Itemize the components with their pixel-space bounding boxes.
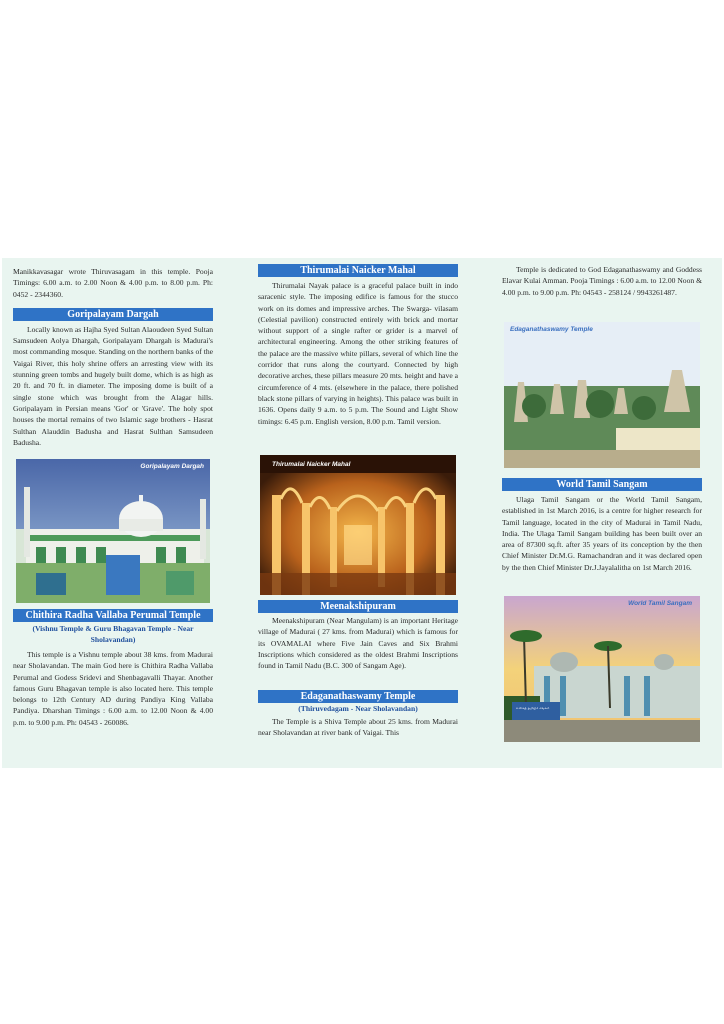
edaganathaswamy-subheading: (Thiruvedagam - Near Sholavandan) [298,704,418,713]
sangam-photo-caption: World Tamil Sangam [628,600,692,607]
goripalayam-body: Locally known as Hajha Syed Sultan Alaoudeen Syed Sultan Samsudeen Aolya Dhargah, Goripalayam Dhargah is Madurai's most commanding mosque. Standing on the northern banks of the Vaigai River, this holy shrine offers an arresting view with its stunning green tombs and hugely built dome, which is as high as 20 ft. and 70 ft. in diameter. The imposing dome is built of a single stone which was brought from the Alagar hills. Goripalayam in Persian means 'Gor' or 'Grave'. The holy spot houses the mortal remains of two Islamic sage brothers - Hasrat Sulthan Alauddin Badusha and Hasrat Sulthan Samsudeen Badusha. [13,324,213,447]
chithira-subheading: (Vishnu Temple & Guru Bhagavan Temple - Near Sholavandan) [32,624,194,644]
goripalayam-heading: Goripalayam Dargah [13,308,213,321]
intro-text: Manikkavasagar wrote Thiruvasagam in this temple. Pooja Timings: 6.00 a.m. to 2.00 Noon & 4.00 p.m. to 8.00 p.m. Ph: 0452 - 2344360. [13,267,213,299]
column-left [13,258,213,768]
goripalayam-photo-caption: Goripalayam Dargah [140,463,204,470]
chithira-body: This temple is a Vishnu temple about 38 kms. from Madurai near Sholavandan. The main God here is Chithira Radha Vallaba Perumal and Godess Sridevi and Shenbagavalli Thayar. Another famous Guru Bhagavan temple is also located here. This temple belongs to 12th Century AD during Pandiya King Vallaba Pandiya. Dharshan Timings : 6.00 a.m. to 12.00 Noon & 4.00 p.m. to 9.00 p.m. Ph: 04543 - 260086. [13,650,213,727]
sangam-heading: World Tamil Sangam [502,478,702,491]
mahal-photo [260,455,456,595]
mahal-heading: Thirumalai Naicker Mahal [258,264,458,277]
meenakshipuram-heading: Meenakshipuram [258,600,458,613]
edaganathaswamy-photo [504,322,700,468]
mahal-body: Thirumalai Nayak palace is a graceful palace built in indo saracenic style. The imposing edifice is famous for the stucco work on its domes and impressive arches. The Swarga- vilasam (Celestial pavilion) constructed entirely with brick and mortar without support of a single rafter or grider is a marvel of architectural engineering. Among the other striking features of the palace are the massive white pillars, several of which line the corridor that runs along the courtyard. Connected by high decorative arches, these pillars measure 20 mts. height and have a circumference of 4 mts. (elsewhere in the palace, there polished black stone pillars of varying in heights). This palace was built in 1636. Opens daily 9 a.m. to 5 p.m. The Sound and Light Show timings: 6.45 p.m. English version, 8.00 p.m. Tamil version. [258,281,458,426]
sangam-body: Ulaga Tamil Sangam or the World Tamil Sangam, established in 1st March 2016, is a centre for higher research for Tamil language, located in the city of Madurai in Tamil Nadu, India. The Ulaga Tamil Sangam building has been built over an area of 87300 sq.ft. after 35 years of its conception by the then Chief Minister Dr.M.G. Ramachandran and it was declared open by the then Chief Minister Dr.J.Jayalalitha on 1st March 2016. [502,495,702,572]
column-right [502,258,702,768]
sangam-photo [504,596,700,742]
edaganathaswamy-photo-caption: Edaganathaswamy Temple [510,326,593,333]
temple-intro-text: Temple is dedicated to God Edaganathaswamy and Goddess Elavar Kulai Amman. Pooja Timings : 6.00 a.m. to 12.00 Noon & 4.00 p.m. to 9.00 p.m. Ph: 04543 - 258124 / 9943261487. [502,265,702,297]
goripalayam-photo [16,459,210,603]
edaganathaswamy-body: The Temple is a Shiva Temple about 25 kms. from Madurai near Sholavandan at river bank of Vaigai. This [258,716,458,737]
meenakshipuram-body: Meenakshipuram (Near Mangulam) is an important Heritage village of Madurai ( 27 kms. from Madurai) which is famous for its OVAMALAI where Five Jain Caves and Six Brahmi Inscriptions which considered as the oldest Brahmi Inscriptions found in Tamil Nadu (B.C. 300 of Sangam Age). [258,616,458,671]
column-middle [258,258,458,768]
mahal-photo-caption: Thirumalai Naicker Mahal [272,461,351,468]
chithira-heading: Chithira Radha Vallaba Perumal Temple [13,609,213,622]
sangam-name-board: உலகத் தமிழ்ச் சங்கம் [516,706,550,710]
edaganathaswamy-heading: Edaganathaswamy Temple [258,690,458,703]
brochure-sheet [2,258,722,768]
